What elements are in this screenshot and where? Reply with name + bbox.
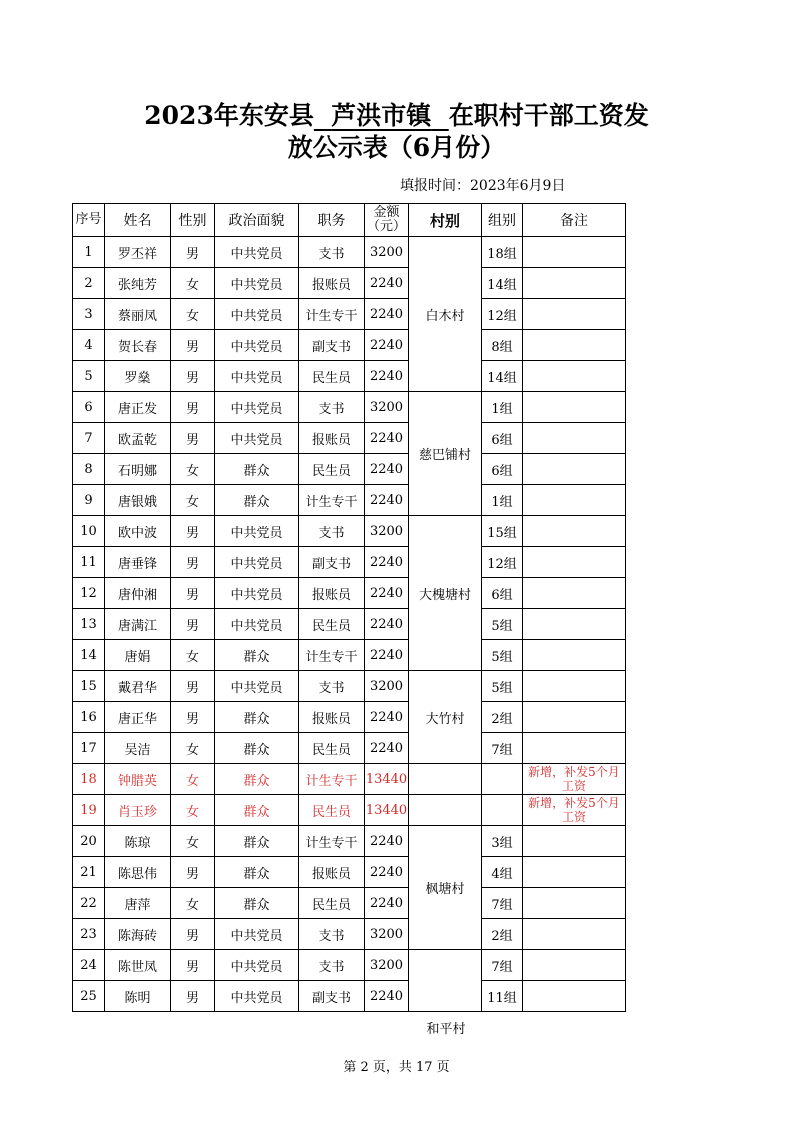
cell-group: 6组	[482, 423, 523, 454]
header-political: 政治面貌	[215, 204, 299, 237]
cell-remark	[523, 547, 626, 578]
table-row	[73, 547, 626, 578]
cell-gender: 男	[171, 671, 215, 702]
cell-amount: 2240	[365, 547, 409, 578]
cell-political: 中共党员	[215, 237, 299, 268]
cell-gender: 男	[171, 950, 215, 981]
cell-remark	[523, 361, 626, 392]
cell-remark	[523, 330, 626, 361]
cell-remark	[523, 826, 626, 857]
cell-position: 民生员	[299, 795, 365, 826]
cell-remark	[523, 392, 626, 423]
page-title-line2: 放公示表（6月份）	[287, 133, 506, 162]
cell-village: 白木村	[409, 237, 482, 392]
cell-position: 支书	[299, 950, 365, 981]
cell-gender: 男	[171, 392, 215, 423]
table-row	[73, 857, 626, 888]
page-footer: 第 2 页，共 17 页	[343, 1060, 450, 1075]
cell-gender: 男	[171, 578, 215, 609]
cell-no: 15	[73, 671, 105, 702]
cell-political: 中共党员	[215, 299, 299, 330]
cell-name: 肖玉珍	[105, 795, 171, 826]
cell-remark	[523, 454, 626, 485]
cell-remark	[523, 609, 626, 640]
cell-name: 吴洁	[105, 733, 171, 764]
cell-remark	[523, 888, 626, 919]
cell-group: 14组	[482, 361, 523, 392]
cell-group	[482, 795, 523, 826]
cell-political: 群众	[215, 826, 299, 857]
cell-amount: 3200	[365, 671, 409, 702]
header-remark: 备注	[523, 204, 626, 237]
table-row	[73, 516, 626, 547]
cell-political: 群众	[215, 702, 299, 733]
cell-political: 群众	[215, 857, 299, 888]
cell-position: 民生员	[299, 609, 365, 640]
cell-amount: 2240	[365, 609, 409, 640]
cell-amount: 2240	[365, 640, 409, 671]
table-row	[73, 764, 626, 795]
cell-remark	[523, 485, 626, 516]
table-row	[73, 299, 626, 330]
table-row	[73, 888, 626, 919]
cell-gender: 男	[171, 423, 215, 454]
cell-name: 唐萍	[105, 888, 171, 919]
cell-no: 19	[73, 795, 105, 826]
cell-position: 报账员	[299, 857, 365, 888]
cell-no: 5	[73, 361, 105, 392]
cell-group: 12组	[482, 299, 523, 330]
cell-village	[409, 764, 482, 795]
cell-political: 中共党员	[215, 361, 299, 392]
cell-group: 11组	[482, 981, 523, 1012]
cell-group: 18组	[482, 237, 523, 268]
cell-gender: 男	[171, 330, 215, 361]
cell-gender: 女	[171, 640, 215, 671]
cell-amount: 2240	[365, 485, 409, 516]
table-row	[73, 671, 626, 702]
cell-political: 中共党员	[215, 609, 299, 640]
cell-no: 16	[73, 702, 105, 733]
cell-remark	[523, 733, 626, 764]
cell-position: 民生员	[299, 361, 365, 392]
cell-gender: 女	[171, 826, 215, 857]
table-row	[73, 578, 626, 609]
cell-amount: 3200	[365, 919, 409, 950]
table-row	[73, 950, 626, 981]
cell-group: 15组	[482, 516, 523, 547]
title-part1: 2023年东安县	[144, 101, 314, 130]
cell-position: 民生员	[299, 454, 365, 485]
cell-no: 3	[73, 299, 105, 330]
cell-name: 陈海砖	[105, 919, 171, 950]
cell-political: 中共党员	[215, 547, 299, 578]
cell-no: 8	[73, 454, 105, 485]
cell-amount: 2240	[365, 826, 409, 857]
cell-name: 唐仲湘	[105, 578, 171, 609]
table-row	[73, 981, 626, 1012]
cell-no: 14	[73, 640, 105, 671]
cell-political: 群众	[215, 764, 299, 795]
cell-political: 中共党员	[215, 516, 299, 547]
cell-amount: 2240	[365, 423, 409, 454]
cell-name: 戴君华	[105, 671, 171, 702]
cell-remark	[523, 268, 626, 299]
cell-position: 报账员	[299, 578, 365, 609]
table-row	[73, 733, 626, 764]
cell-name: 贺长春	[105, 330, 171, 361]
cell-position: 支书	[299, 392, 365, 423]
table-row	[73, 485, 626, 516]
cell-name: 欧孟乾	[105, 423, 171, 454]
cell-political: 中共党员	[215, 268, 299, 299]
cell-no: 22	[73, 888, 105, 919]
cell-amount: 3200	[365, 237, 409, 268]
cell-group: 5组	[482, 640, 523, 671]
cell-no: 6	[73, 392, 105, 423]
cell-group: 7组	[482, 888, 523, 919]
cell-amount: 3200	[365, 950, 409, 981]
cell-group: 7组	[482, 950, 523, 981]
cell-remark	[523, 516, 626, 547]
cell-group: 12组	[482, 547, 523, 578]
cell-remark: 新增，补发5个月工资	[523, 795, 626, 826]
cell-political: 中共党员	[215, 330, 299, 361]
cell-position: 报账员	[299, 423, 365, 454]
cell-name: 唐垂锋	[105, 547, 171, 578]
cell-name: 陈琼	[105, 826, 171, 857]
table-row	[73, 268, 626, 299]
cell-gender: 男	[171, 919, 215, 950]
cell-name: 钟腊英	[105, 764, 171, 795]
cell-amount: 2240	[365, 361, 409, 392]
cell-political: 中共党员	[215, 950, 299, 981]
cell-amount: 3200	[365, 516, 409, 547]
cell-name: 罗丕祥	[105, 237, 171, 268]
cell-amount: 2240	[365, 981, 409, 1012]
header-position: 职务	[299, 204, 365, 237]
cell-political: 中共党员	[215, 423, 299, 454]
cell-group: 1组	[482, 392, 523, 423]
table-row	[73, 423, 626, 454]
cell-group: 8组	[482, 330, 523, 361]
cell-gender: 男	[171, 361, 215, 392]
header-group: 组别	[482, 204, 523, 237]
header-gender: 性别	[171, 204, 215, 237]
cell-political: 群众	[215, 733, 299, 764]
cell-no: 13	[73, 609, 105, 640]
cell-remark	[523, 578, 626, 609]
cell-position: 报账员	[299, 268, 365, 299]
cell-no: 4	[73, 330, 105, 361]
cell-group: 6组	[482, 578, 523, 609]
cell-gender: 女	[171, 485, 215, 516]
cell-political: 中共党员	[215, 392, 299, 423]
cell-name: 石明娜	[105, 454, 171, 485]
cell-position: 计生专干	[299, 299, 365, 330]
cell-group: 3组	[482, 826, 523, 857]
cell-no: 18	[73, 764, 105, 795]
cell-gender: 男	[171, 516, 215, 547]
cell-group: 1组	[482, 485, 523, 516]
cell-gender: 男	[171, 857, 215, 888]
table-row	[73, 454, 626, 485]
cell-position: 支书	[299, 516, 365, 547]
cell-amount: 2240	[365, 702, 409, 733]
cell-no: 23	[73, 919, 105, 950]
cell-group: 14组	[482, 268, 523, 299]
cell-position: 副支书	[299, 981, 365, 1012]
table-row	[73, 640, 626, 671]
cell-position: 副支书	[299, 547, 365, 578]
table-row	[73, 702, 626, 733]
cell-gender: 男	[171, 981, 215, 1012]
cell-amount: 2240	[365, 733, 409, 764]
cell-gender: 男	[171, 609, 215, 640]
cell-group: 4组	[482, 857, 523, 888]
table-body	[73, 237, 626, 1012]
cell-group: 2组	[482, 702, 523, 733]
cell-amount: 2240	[365, 268, 409, 299]
cell-no: 24	[73, 950, 105, 981]
table-row	[73, 795, 626, 826]
cell-remark	[523, 423, 626, 454]
cell-remark	[523, 299, 626, 330]
cell-group	[482, 764, 523, 795]
salary-table	[72, 203, 626, 1012]
cell-village: 大竹村	[409, 671, 482, 764]
table-row	[73, 237, 626, 268]
cell-amount: 13440	[365, 795, 409, 826]
cell-name: 唐娟	[105, 640, 171, 671]
table-header-row	[73, 204, 626, 237]
cell-position: 民生员	[299, 733, 365, 764]
cell-political: 群众	[215, 485, 299, 516]
cell-no: 9	[73, 485, 105, 516]
cell-group: 5组	[482, 671, 523, 702]
cell-amount: 2240	[365, 888, 409, 919]
cell-political: 中共党员	[215, 671, 299, 702]
cell-amount: 2240	[365, 578, 409, 609]
header-name: 姓名	[105, 204, 171, 237]
table-row	[73, 826, 626, 857]
cell-remark	[523, 857, 626, 888]
cell-remark	[523, 950, 626, 981]
title-town: 芦洪市镇	[331, 101, 432, 130]
cell-remark	[523, 702, 626, 733]
cell-amount: 3200	[365, 392, 409, 423]
cell-name: 张纯芳	[105, 268, 171, 299]
cell-village: 慈巴铺村	[409, 392, 482, 516]
cell-political: 群众	[215, 795, 299, 826]
fill-date: 填报时间：2023年6月9日	[400, 178, 566, 194]
cell-political: 群众	[215, 454, 299, 485]
cell-gender: 女	[171, 733, 215, 764]
cell-name: 唐正发	[105, 392, 171, 423]
cell-name: 陈明	[105, 981, 171, 1012]
cell-remark	[523, 919, 626, 950]
cell-position: 计生专干	[299, 826, 365, 857]
cell-no: 11	[73, 547, 105, 578]
cell-no: 25	[73, 981, 105, 1012]
cell-name: 唐满江	[105, 609, 171, 640]
cell-no: 17	[73, 733, 105, 764]
table-row	[73, 330, 626, 361]
cell-position: 计生专干	[299, 764, 365, 795]
cell-no: 7	[73, 423, 105, 454]
cell-remark	[523, 981, 626, 1012]
cell-name: 欧中波	[105, 516, 171, 547]
header-no: 序号	[73, 204, 105, 237]
cell-gender: 女	[171, 888, 215, 919]
page-title	[0, 100, 793, 132]
cell-political: 中共党员	[215, 981, 299, 1012]
cell-amount: 2240	[365, 454, 409, 485]
cell-group: 5组	[482, 609, 523, 640]
cell-position: 支书	[299, 671, 365, 702]
cell-position: 计生专干	[299, 640, 365, 671]
cell-group: 6组	[482, 454, 523, 485]
cell-remark	[523, 237, 626, 268]
cell-no: 1	[73, 237, 105, 268]
cell-gender: 女	[171, 268, 215, 299]
cell-name: 唐正华	[105, 702, 171, 733]
cell-gender: 女	[171, 795, 215, 826]
cell-gender: 女	[171, 299, 215, 330]
cell-amount: 2240	[365, 330, 409, 361]
cell-gender: 女	[171, 764, 215, 795]
cell-village	[409, 950, 482, 1012]
table-row	[73, 609, 626, 640]
table-row	[73, 919, 626, 950]
cell-no: 10	[73, 516, 105, 547]
cell-remark: 新增，补发5个月工资	[523, 764, 626, 795]
cell-amount: 13440	[365, 764, 409, 795]
cell-gender: 男	[171, 547, 215, 578]
header-village: 村别	[409, 204, 482, 237]
cell-political: 群众	[215, 888, 299, 919]
cell-name: 陈世凤	[105, 950, 171, 981]
cell-name: 罗燊	[105, 361, 171, 392]
cell-gender: 男	[171, 237, 215, 268]
cell-no: 12	[73, 578, 105, 609]
cell-political: 中共党员	[215, 919, 299, 950]
cell-group: 7组	[482, 733, 523, 764]
cell-no: 21	[73, 857, 105, 888]
village-label-cutoff: 和平村	[426, 1022, 466, 1037]
cell-position: 民生员	[299, 888, 365, 919]
cell-no: 20	[73, 826, 105, 857]
cell-group: 2组	[482, 919, 523, 950]
cell-political: 中共党员	[215, 578, 299, 609]
cell-amount: 2240	[365, 857, 409, 888]
cell-position: 副支书	[299, 330, 365, 361]
cell-village: 枫塘村	[409, 826, 482, 950]
cell-name: 陈思伟	[105, 857, 171, 888]
title-part2: 在职村干部工资发	[448, 101, 649, 130]
header-amount: 金额（元）	[365, 204, 409, 237]
cell-position: 报账员	[299, 702, 365, 733]
cell-remark	[523, 671, 626, 702]
cell-name: 蔡丽凤	[105, 299, 171, 330]
cell-village	[409, 795, 482, 826]
cell-name: 唐银娥	[105, 485, 171, 516]
cell-position: 支书	[299, 237, 365, 268]
cell-village: 大槐塘村	[409, 516, 482, 671]
cell-remark	[523, 640, 626, 671]
table-row	[73, 361, 626, 392]
cell-gender: 女	[171, 454, 215, 485]
cell-amount: 2240	[365, 299, 409, 330]
table-row	[73, 392, 626, 423]
cell-position: 计生专干	[299, 485, 365, 516]
cell-political: 群众	[215, 640, 299, 671]
cell-no: 2	[73, 268, 105, 299]
cell-gender: 男	[171, 702, 215, 733]
cell-position: 支书	[299, 919, 365, 950]
